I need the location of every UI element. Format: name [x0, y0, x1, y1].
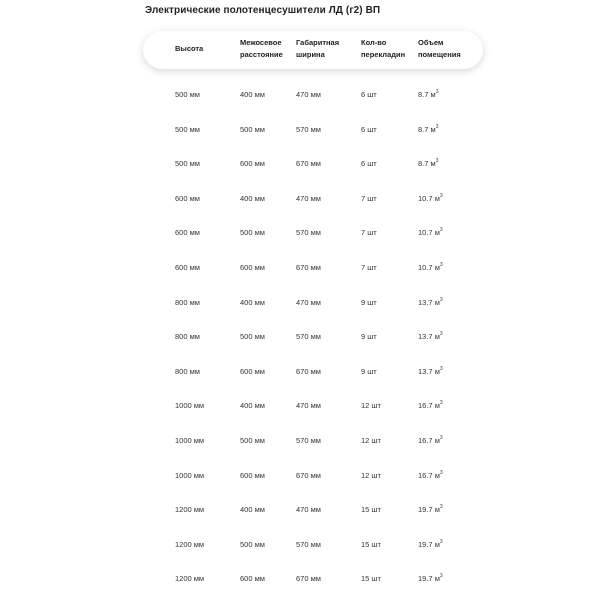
- cell-width: 670 мм: [296, 159, 321, 169]
- volume-unit: м: [434, 193, 440, 203]
- cell-width: 670 мм: [296, 470, 321, 480]
- cell-bars: 6 шт: [361, 159, 377, 169]
- volume-exponent: 3: [439, 538, 443, 545]
- cell-volume: [418, 158, 438, 170]
- volume-value: 19.7: [418, 539, 433, 549]
- volume-exponent: 3: [435, 89, 439, 95]
- cell-width: 570 мм: [296, 436, 321, 445]
- volume-unit: м: [434, 470, 440, 480]
- volume-value: 19.7: [418, 574, 433, 584]
- cell-height: 1000 мм: [175, 470, 205, 480]
- cell-width: 470 мм: [296, 90, 321, 99]
- cell-height: 1200 мм: [175, 574, 205, 584]
- volume-value: 8.7: [418, 159, 429, 169]
- header-volume: Объем помещения: [418, 38, 461, 59]
- cell-bars: 15 шт: [361, 505, 381, 515]
- table-row: [0, 400, 600, 412]
- cell-width: 470 мм: [296, 505, 321, 515]
- volume-unit: м: [434, 401, 440, 411]
- cell-bars: 7 шт: [361, 263, 377, 272]
- cell-width: 570 мм: [296, 332, 321, 342]
- volume-exponent: 3: [439, 296, 443, 303]
- volume-unit: м: [434, 297, 440, 307]
- volume-exponent: 3: [439, 227, 443, 234]
- cell-bars: 6 шт: [361, 90, 377, 99]
- cell-bars: 12 шт: [361, 401, 381, 411]
- volume-unit: м: [434, 505, 440, 515]
- volume-exponent: 3: [439, 331, 443, 338]
- table-row: [0, 89, 600, 101]
- volume-unit: м: [434, 228, 440, 238]
- page-title: Электрические полотенцесушители ЛД (г2) ВП: [145, 5, 381, 16]
- cell-volume: [418, 124, 438, 136]
- table-row: [0, 262, 600, 274]
- cell-width: 670 мм: [296, 263, 321, 272]
- cell-volume: [418, 435, 443, 447]
- table-row: [0, 124, 600, 136]
- cell-bars: 15 шт: [361, 539, 381, 549]
- cell-spacing: 600 мм: [240, 574, 265, 584]
- header-scroll-fade: [461, 31, 483, 69]
- table-row: [0, 470, 600, 482]
- cell-spacing: 500 мм: [240, 228, 265, 238]
- cell-height: 500 мм: [175, 159, 200, 169]
- cell-volume: [418, 366, 443, 378]
- volume-exponent: 3: [439, 400, 443, 407]
- cell-spacing: 600 мм: [240, 470, 265, 480]
- cell-spacing: 400 мм: [240, 193, 265, 203]
- volume-unit: м: [434, 574, 440, 584]
- cell-spacing: 400 мм: [240, 297, 265, 307]
- volume-exponent: 3: [439, 262, 443, 268]
- volume-exponent: 3: [439, 504, 443, 511]
- cell-width: 470 мм: [296, 193, 321, 203]
- table-row: [0, 504, 600, 516]
- table-row: [0, 573, 600, 585]
- table-row: [0, 331, 600, 343]
- volume-value: 16.7: [418, 470, 433, 480]
- cell-bars: 7 шт: [361, 193, 377, 203]
- volume-value: 10.7: [418, 263, 433, 272]
- cell-width: 470 мм: [296, 297, 321, 307]
- cell-width: 570 мм: [296, 228, 321, 238]
- volume-value: 10.7: [418, 228, 433, 238]
- volume-exponent: 3: [439, 435, 443, 441]
- volume-value: 16.7: [418, 436, 433, 445]
- volume-exponent: 3: [439, 469, 443, 476]
- cell-width: 670 мм: [296, 366, 321, 376]
- cell-spacing: 400 мм: [240, 90, 265, 99]
- cell-width: 670 мм: [296, 574, 321, 584]
- header-width: Габаритная ширина: [296, 38, 340, 59]
- cell-spacing: 400 мм: [240, 401, 265, 411]
- cell-volume: [418, 504, 443, 516]
- cell-spacing: 400 мм: [240, 505, 265, 515]
- cell-spacing: 500 мм: [240, 124, 265, 134]
- cell-height: 600 мм: [175, 228, 200, 238]
- cell-bars: 9 шт: [361, 297, 377, 307]
- volume-value: 19.7: [418, 505, 433, 515]
- table-row: [0, 297, 600, 309]
- cell-height: 800 мм: [175, 297, 200, 307]
- cell-volume: [418, 227, 443, 239]
- cell-volume: [418, 331, 443, 343]
- cell-spacing: 500 мм: [240, 436, 265, 445]
- table-row: [0, 539, 600, 551]
- cell-bars: 12 шт: [361, 470, 381, 480]
- cell-height: 500 мм: [175, 90, 200, 99]
- cell-bars: 12 шт: [361, 436, 381, 445]
- cell-bars: 9 шт: [361, 366, 377, 376]
- volume-exponent: 3: [439, 573, 443, 580]
- volume-exponent: 3: [439, 365, 443, 372]
- volume-unit: м: [434, 366, 440, 376]
- table-row: [0, 158, 600, 170]
- header-bars: Кол-во перекладин: [361, 38, 406, 59]
- cell-spacing: 600 мм: [240, 263, 265, 272]
- volume-value: 16.7: [418, 401, 433, 411]
- cell-width: 570 мм: [296, 124, 321, 134]
- cell-volume: [418, 573, 443, 585]
- volume-exponent: 3: [435, 123, 439, 130]
- volume-value: 13.7: [418, 297, 433, 307]
- cell-volume: [418, 470, 443, 482]
- cell-width: 570 мм: [296, 539, 321, 549]
- volume-unit: м: [434, 436, 440, 445]
- cell-volume: [418, 193, 443, 205]
- volume-exponent: 3: [439, 192, 443, 199]
- cell-height: 800 мм: [175, 366, 200, 376]
- volume-unit: м: [430, 159, 436, 169]
- cell-height: 800 мм: [175, 332, 200, 342]
- header-height: Высота: [175, 44, 204, 53]
- cell-volume: [418, 400, 443, 412]
- cell-bars: 6 шт: [361, 124, 377, 134]
- cell-width: 470 мм: [296, 401, 321, 411]
- header-spacing: Межосевое расстояние: [240, 38, 283, 59]
- cell-bars: 7 шт: [361, 228, 377, 238]
- cell-bars: 15 шт: [361, 574, 381, 584]
- cell-volume: [418, 539, 443, 551]
- volume-value: 13.7: [418, 332, 433, 342]
- volume-unit: м: [430, 90, 436, 99]
- volume-value: 10.7: [418, 193, 433, 203]
- cell-height: 1200 мм: [175, 505, 205, 515]
- volume-exponent: 3: [435, 158, 439, 165]
- cell-spacing: 600 мм: [240, 366, 265, 376]
- cell-bars: 9 шт: [361, 332, 377, 342]
- cell-height: 600 мм: [175, 263, 200, 272]
- cell-height: 1000 мм: [175, 436, 205, 445]
- table-row: [0, 435, 600, 447]
- cell-volume: [418, 89, 438, 101]
- cell-spacing: 500 мм: [240, 332, 265, 342]
- cell-height: 1000 мм: [175, 401, 205, 411]
- cell-spacing: 600 мм: [240, 159, 265, 169]
- cell-spacing: 500 мм: [240, 539, 265, 549]
- cell-height: 500 мм: [175, 124, 200, 134]
- cell-volume: [418, 297, 443, 309]
- table-row: [0, 193, 600, 205]
- volume-unit: м: [430, 124, 436, 134]
- table-row: [0, 227, 600, 239]
- cell-height: 1200 мм: [175, 539, 205, 549]
- volume-value: 8.7: [418, 90, 429, 99]
- cell-volume: [418, 262, 443, 274]
- table-row: [0, 366, 600, 378]
- volume-value: 8.7: [418, 124, 429, 134]
- cell-height: 600 мм: [175, 193, 200, 203]
- volume-value: 13.7: [418, 366, 433, 376]
- volume-unit: м: [434, 332, 440, 342]
- volume-unit: м: [434, 539, 440, 549]
- volume-unit: м: [434, 263, 440, 272]
